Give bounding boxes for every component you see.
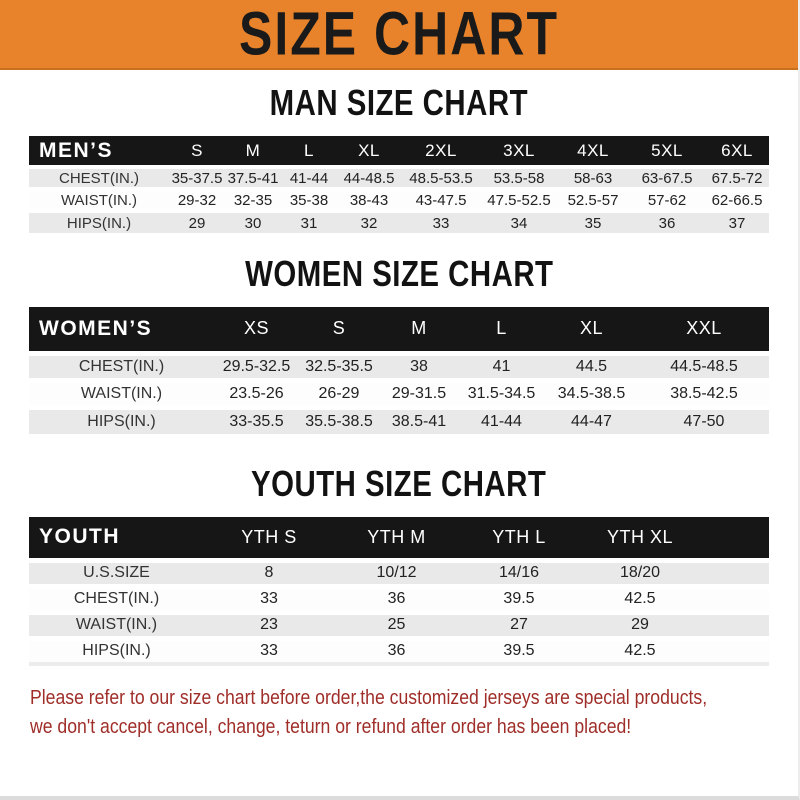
row-label: U.S.SIZE bbox=[29, 560, 204, 586]
measurement-value: 44.5 bbox=[544, 353, 639, 380]
youth-section-heading bbox=[0, 464, 798, 505]
measurement-value: 41-44 bbox=[281, 167, 337, 189]
measurement-row bbox=[29, 560, 769, 586]
measurement-row bbox=[29, 353, 769, 380]
measurement-value: 31.5-34.5 bbox=[459, 380, 544, 407]
measurement-value: 34 bbox=[481, 211, 557, 233]
women-size-table bbox=[29, 307, 769, 434]
row-label: CHEST(IN.) bbox=[29, 353, 214, 380]
size-column-header: S bbox=[299, 307, 379, 353]
row-label: WAIST(IN.) bbox=[29, 380, 214, 407]
disclaimer-footer bbox=[0, 683, 798, 741]
size-column-header: M bbox=[225, 136, 281, 167]
measurement-value: 29 bbox=[579, 612, 701, 638]
measurement-value: 42.5 bbox=[579, 586, 701, 612]
measurement-value: 35-38 bbox=[281, 189, 337, 211]
row-label: WAIST(IN.) bbox=[29, 189, 169, 211]
size-column-header: YTH S bbox=[204, 517, 334, 560]
row-label: HIPS(IN.) bbox=[29, 638, 204, 664]
size-column-header: XS bbox=[214, 307, 299, 353]
measurement-value: 29.5-32.5 bbox=[214, 353, 299, 380]
men-size-section bbox=[0, 83, 798, 233]
measurement-value: 38-43 bbox=[337, 189, 401, 211]
row-label: WAIST(IN.) bbox=[29, 612, 204, 638]
measurement-value: 18/20 bbox=[579, 560, 701, 586]
measurement-row bbox=[29, 638, 769, 664]
row-label: HIPS(IN.) bbox=[29, 211, 169, 233]
measurement-value: 35 bbox=[557, 211, 629, 233]
table-header-row bbox=[29, 136, 769, 167]
measurement-value: 33-35.5 bbox=[214, 407, 299, 434]
measurement-value: 10/12 bbox=[334, 560, 459, 586]
measurement-value: 63-67.5 bbox=[629, 167, 705, 189]
measurement-value: 36 bbox=[334, 638, 459, 664]
measurement-value: 39.5 bbox=[459, 586, 579, 612]
spacer-cell bbox=[701, 517, 769, 560]
spacer-cell bbox=[701, 586, 769, 612]
measurement-value: 44-48.5 bbox=[337, 167, 401, 189]
size-column-header: XL bbox=[544, 307, 639, 353]
measurement-value: 23.5-26 bbox=[214, 380, 299, 407]
measurement-value: 38.5-41 bbox=[379, 407, 459, 434]
measurement-value: 8 bbox=[204, 560, 334, 586]
measurement-row bbox=[29, 407, 769, 434]
size-column-header: 4XL bbox=[557, 136, 629, 167]
women-section-heading-text: WOMEN SIZE CHART bbox=[244, 254, 554, 295]
measurement-value: 47.5-52.5 bbox=[481, 189, 557, 211]
measurement-value: 37 bbox=[705, 211, 769, 233]
size-column-header: YTH M bbox=[334, 517, 459, 560]
measurement-value: 32 bbox=[337, 211, 401, 233]
measurement-value: 37.5-41 bbox=[225, 167, 281, 189]
measurement-value: 62-66.5 bbox=[705, 189, 769, 211]
measurement-value: 32-35 bbox=[225, 189, 281, 211]
size-column-header: L bbox=[459, 307, 544, 353]
measurement-value: 33 bbox=[204, 638, 334, 664]
measurement-value: 67.5-72 bbox=[705, 167, 769, 189]
measurement-value: 44.5-48.5 bbox=[639, 353, 769, 380]
disclaimer-line-1: Please refer to our size chart before order,the customized jerseys are special products, bbox=[30, 686, 708, 709]
row-label: CHEST(IN.) bbox=[29, 167, 169, 189]
spacer-cell bbox=[701, 638, 769, 664]
measurement-value: 35-37.5 bbox=[169, 167, 225, 189]
measurement-row bbox=[29, 612, 769, 638]
spacer-cell bbox=[701, 560, 769, 586]
measurement-value: 47-50 bbox=[639, 407, 769, 434]
measurement-value: 25 bbox=[334, 612, 459, 638]
measurement-value: 33 bbox=[401, 211, 481, 233]
men-section-heading-text: MAN SIZE CHART bbox=[269, 83, 529, 124]
measurement-value: 43-47.5 bbox=[401, 189, 481, 211]
disclaimer-line-2: we don't accept cancel, change, teturn or refund after order has been placed! bbox=[30, 715, 632, 738]
size-column-header: L bbox=[281, 136, 337, 167]
table-header-row bbox=[29, 517, 769, 560]
measurement-value: 44-47 bbox=[544, 407, 639, 434]
spacer-cell bbox=[701, 612, 769, 638]
measurement-row bbox=[29, 586, 769, 612]
measurement-value: 52.5-57 bbox=[557, 189, 629, 211]
measurement-value: 33 bbox=[204, 586, 334, 612]
measurement-value: 57-62 bbox=[629, 189, 705, 211]
measurement-value: 36 bbox=[334, 586, 459, 612]
measurement-value: 39.5 bbox=[459, 638, 579, 664]
measurement-value: 14/16 bbox=[459, 560, 579, 586]
measurement-row bbox=[29, 211, 769, 233]
measurement-value: 31 bbox=[281, 211, 337, 233]
youth-size-section bbox=[0, 464, 798, 666]
size-column-header: 5XL bbox=[629, 136, 705, 167]
table-title-label: WOMEN’S bbox=[29, 307, 214, 353]
size-column-header: 2XL bbox=[401, 136, 481, 167]
measurement-value: 58-63 bbox=[557, 167, 629, 189]
banner-title: SIZE CHART bbox=[239, 0, 559, 69]
measurement-value: 23 bbox=[204, 612, 334, 638]
banner bbox=[0, 0, 798, 70]
measurement-value: 36 bbox=[629, 211, 705, 233]
size-column-header: S bbox=[169, 136, 225, 167]
measurement-value: 26-29 bbox=[299, 380, 379, 407]
measurement-value: 27 bbox=[459, 612, 579, 638]
measurement-value: 42.5 bbox=[579, 638, 701, 664]
size-column-header: M bbox=[379, 307, 459, 353]
measurement-value: 29 bbox=[169, 211, 225, 233]
men-size-table bbox=[29, 136, 769, 233]
youth-section-heading-text: YOUTH SIZE CHART bbox=[251, 464, 547, 505]
measurement-value: 34.5-38.5 bbox=[544, 380, 639, 407]
table-title-label: MEN’S bbox=[29, 136, 169, 167]
measurement-value: 41 bbox=[459, 353, 544, 380]
row-label: CHEST(IN.) bbox=[29, 586, 204, 612]
measurement-value: 48.5-53.5 bbox=[401, 167, 481, 189]
table-header-row bbox=[29, 307, 769, 353]
measurement-row bbox=[29, 189, 769, 211]
measurement-value: 32.5-35.5 bbox=[299, 353, 379, 380]
youth-size-table bbox=[29, 517, 769, 666]
measurement-value: 38.5-42.5 bbox=[639, 380, 769, 407]
size-column-header: XL bbox=[337, 136, 401, 167]
table-title-label: YOUTH bbox=[29, 517, 204, 560]
women-section-heading bbox=[0, 254, 798, 295]
measurement-value: 35.5-38.5 bbox=[299, 407, 379, 434]
men-section-heading bbox=[0, 83, 798, 124]
measurement-value: 30 bbox=[225, 211, 281, 233]
row-label: HIPS(IN.) bbox=[29, 407, 214, 434]
measurement-value: 29-31.5 bbox=[379, 380, 459, 407]
size-column-header: XXL bbox=[639, 307, 769, 353]
measurement-value: 53.5-58 bbox=[481, 167, 557, 189]
measurement-value: 29-32 bbox=[169, 189, 225, 211]
women-size-section bbox=[0, 254, 798, 434]
measurement-value: 38 bbox=[379, 353, 459, 380]
size-column-header: 6XL bbox=[705, 136, 769, 167]
measurement-row bbox=[29, 380, 769, 407]
measurement-value: 41-44 bbox=[459, 407, 544, 434]
size-column-header: YTH L bbox=[459, 517, 579, 560]
measurement-row bbox=[29, 167, 769, 189]
size-column-header: YTH XL bbox=[579, 517, 701, 560]
size-column-header: 3XL bbox=[481, 136, 557, 167]
